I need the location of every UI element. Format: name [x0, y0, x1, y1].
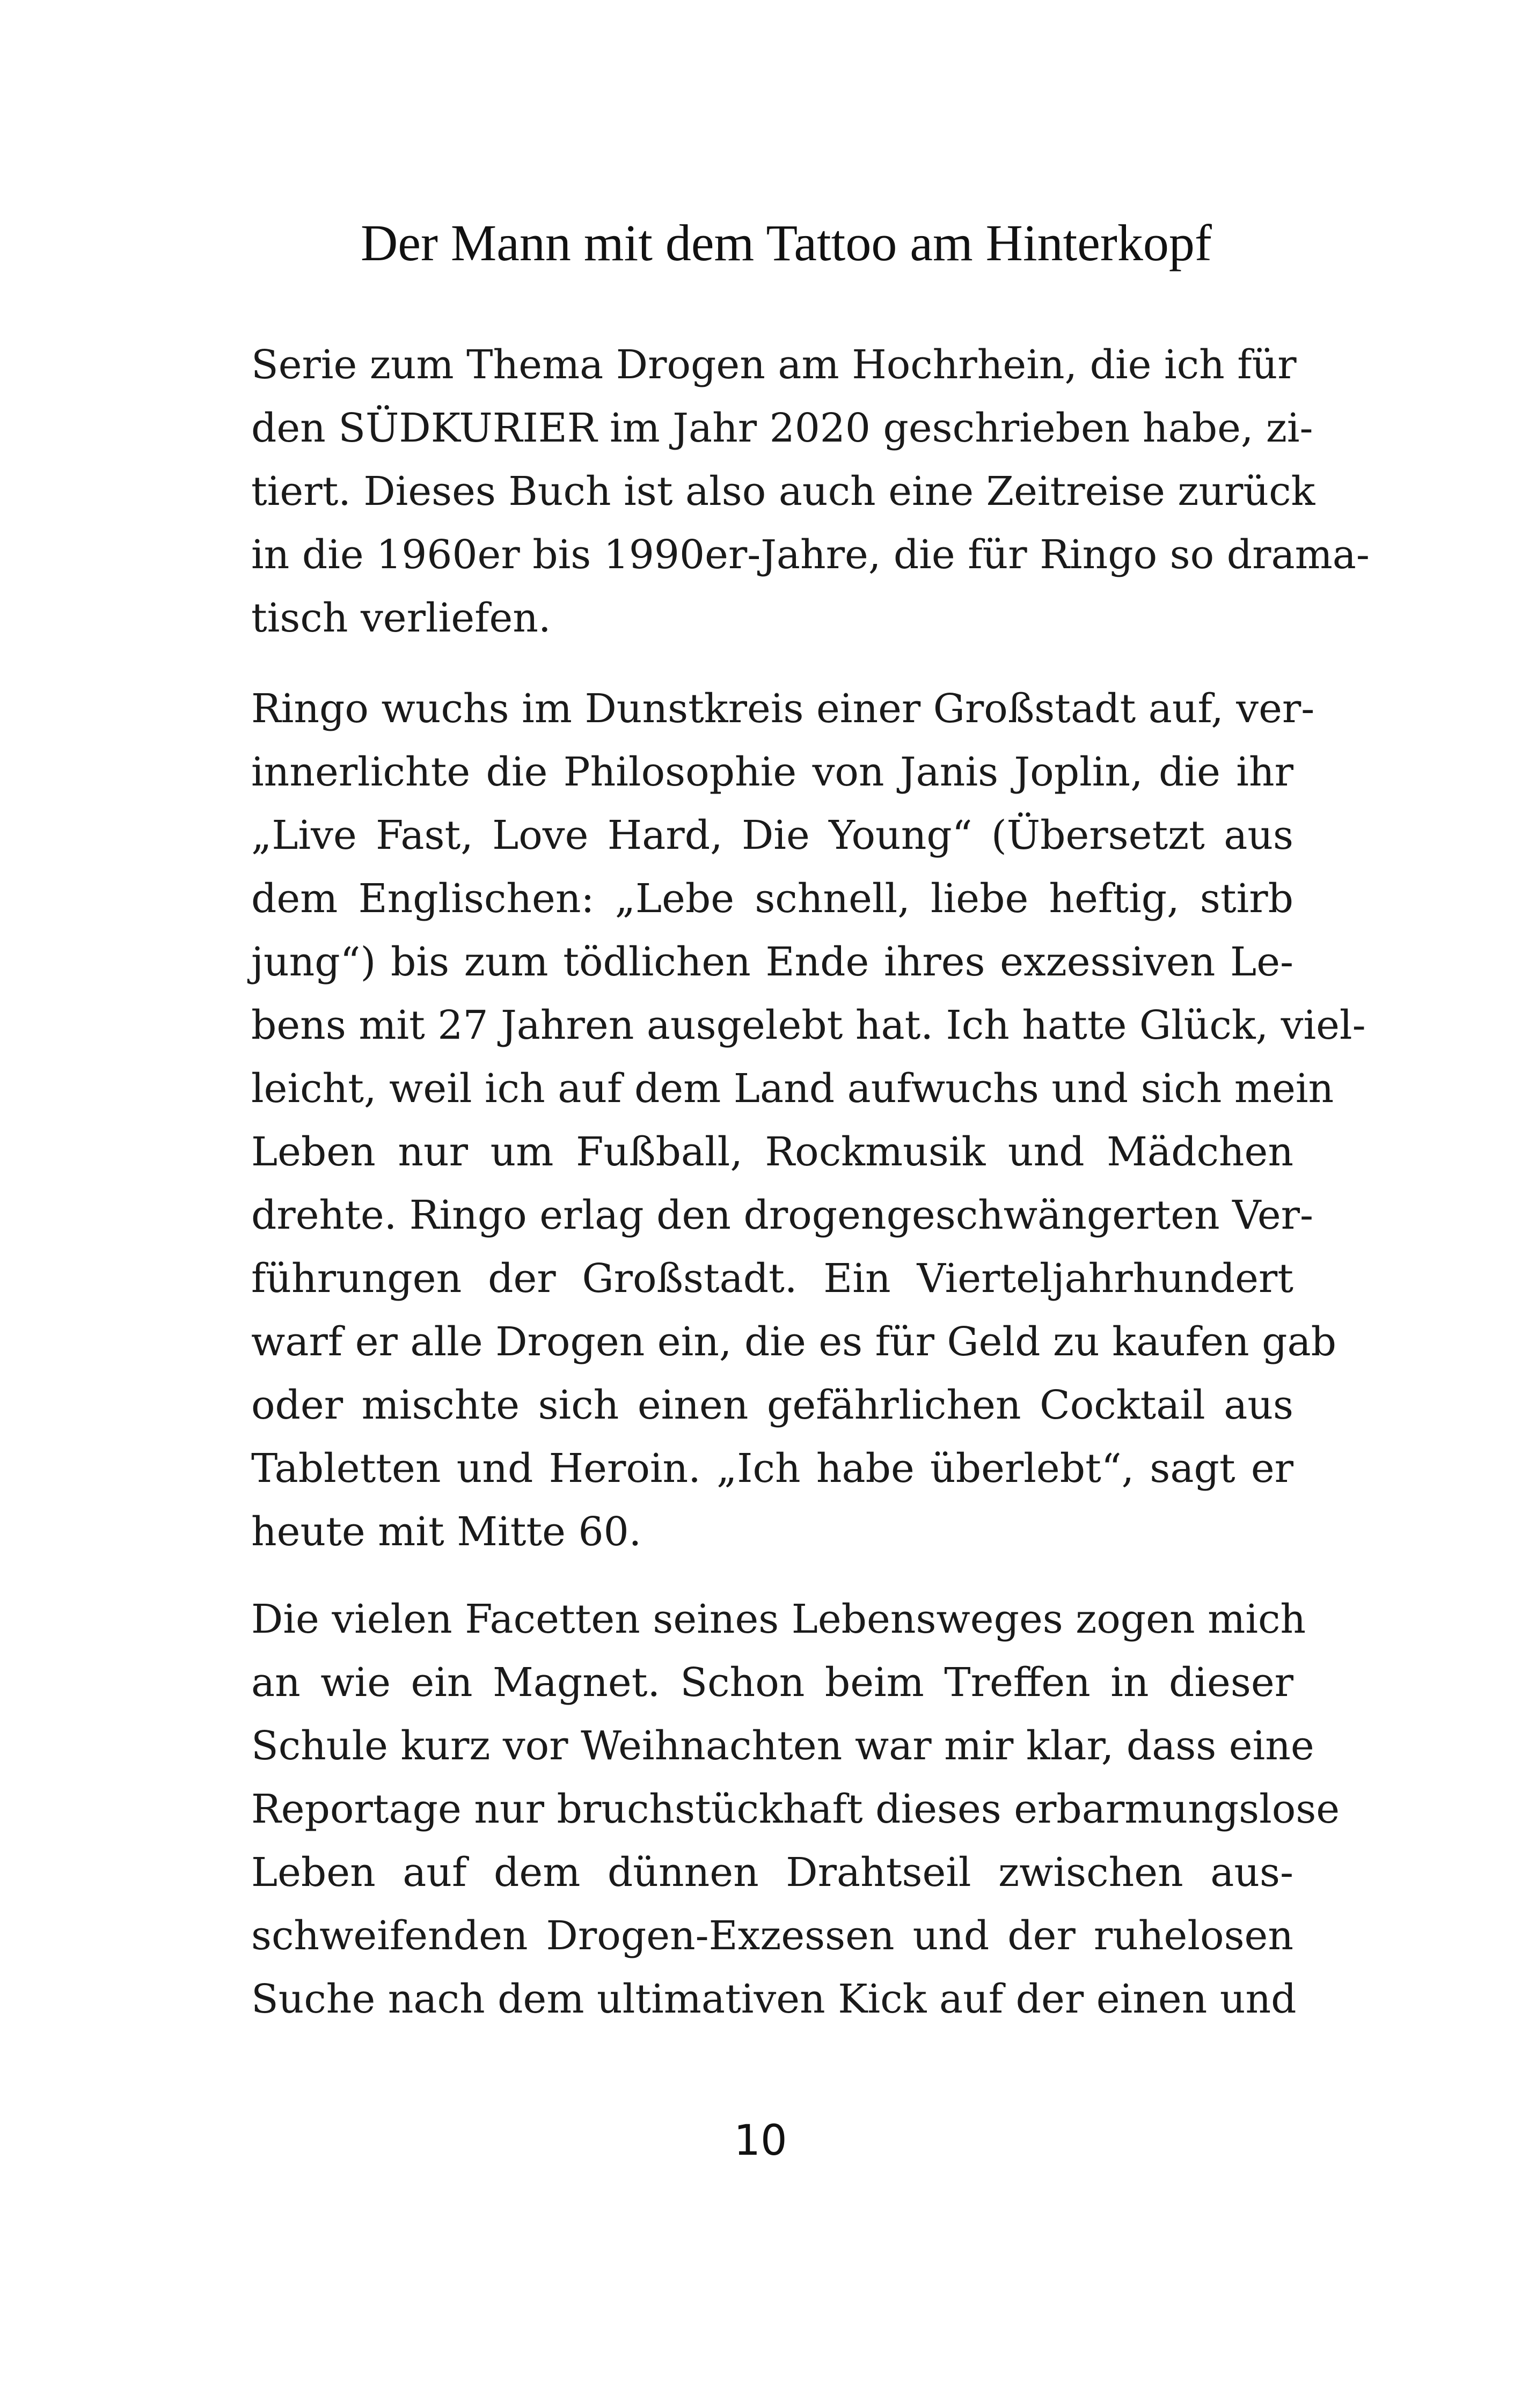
text-line: dem Englischen: „Lebe schnell, liebe heftig, stirb — [251, 876, 1293, 922]
text-line: Leben nur um Fußball, Rockmusik und Mädchen — [251, 1129, 1293, 1175]
text-line: heute mit Mitte 60. — [251, 1509, 642, 1555]
text-line: führungen der Großstadt. Ein Vierteljahrhundert — [251, 1256, 1293, 1302]
page-number: 10 — [734, 2117, 787, 2165]
text-line: Reportage nur bruchstückhaft dieses erbarmungslose — [251, 1786, 1340, 1832]
text-line: innerlichte die Philosophie von Janis Joplin, die ihr — [251, 749, 1293, 795]
paragraph-1 — [251, 333, 1370, 650]
chapter-title: Der Mann mit dem Tattoo am Hinterkopf — [361, 214, 1212, 271]
text-line: Die vielen Facetten seines Lebensweges zogen mich — [251, 1596, 1306, 1642]
text-line: warf er alle Drogen ein, die es für Geld zu kaufen gab — [251, 1319, 1337, 1365]
text-line: an wie ein Magnet. Schon beim Treffen in dieser — [251, 1660, 1293, 1706]
text-line: Schule kurz vor Weihnachten war mir klar, dass eine — [251, 1723, 1314, 1769]
text-line: oder mischte sich einen gefährlichen Cocktail aus — [251, 1382, 1293, 1428]
paragraph-2 — [251, 677, 1366, 1563]
text-line: in die 1960er bis 1990er-Jahre, die für Ringo so drama- — [251, 532, 1370, 578]
text-line: Serie zum Thema Drogen am Hochrhein, die ich für — [251, 342, 1297, 388]
text-line: Ringo wuchs im Dunstkreis einer Großstadt auf, ver- — [251, 686, 1315, 732]
text-line: tisch verliefen. — [251, 595, 551, 641]
text-line: Tabletten und Heroin. „Ich habe überlebt“, sagt er — [251, 1445, 1293, 1492]
text-line: bens mit 27 Jahren ausgelebt hat. Ich hatte Glück, viel- — [251, 1002, 1366, 1048]
paragraph-3 — [251, 1588, 1340, 2031]
text-line: „Live Fast, Love Hard, Die Young“ (Übersetzt aus — [251, 812, 1293, 858]
text-line: Suche nach dem ultimativen Kick auf der einen und — [251, 1976, 1297, 2022]
text-line: tiert. Dieses Buch ist also auch eine Zeitreise zurück — [251, 468, 1315, 515]
text-line: Leben auf dem dünnen Drahtseil zwischen aus- — [251, 1849, 1293, 1896]
text-line: jung“) bis zum tödlichen Ende ihres exzessiven Le- — [251, 939, 1293, 985]
text-line: schweifenden Drogen-Exzessen und der ruhelosen — [251, 1913, 1293, 1959]
text-line: drehte. Ringo erlag den drogengeschwängerten Ver- — [251, 1192, 1313, 1238]
text-line: leicht, weil ich auf dem Land aufwuchs und sich mein — [251, 1066, 1334, 1112]
text-line: den SÜDKURIER im Jahr 2020 geschrieben habe, zi- — [251, 405, 1313, 451]
